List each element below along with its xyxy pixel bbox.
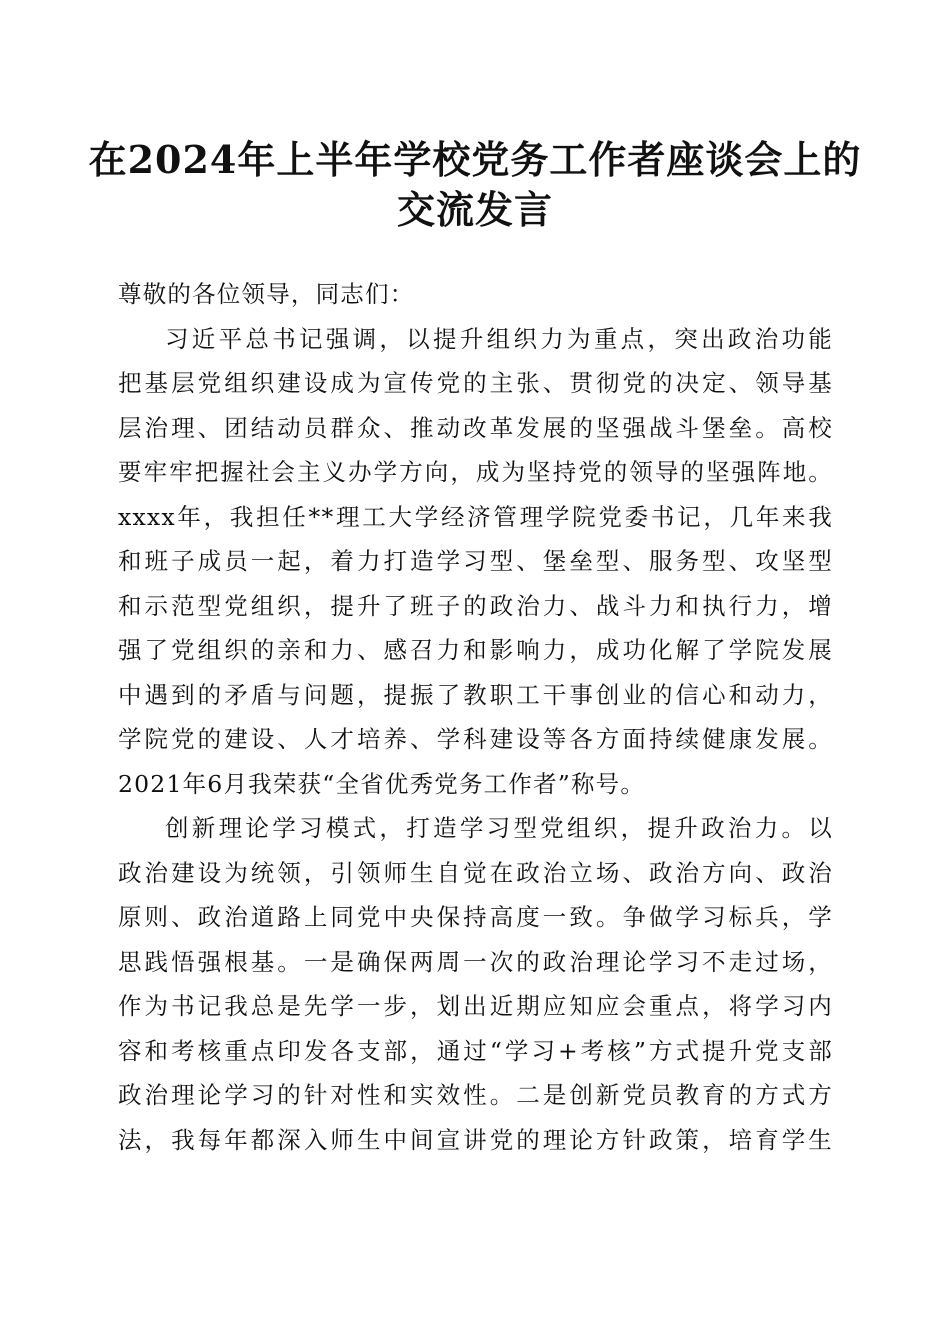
paragraph-2-line: 原则、政治道路上同党中央保持高度一致。争做学习标兵，学 [118,903,833,931]
paragraph-2-line: 创新理论学习模式，打造学习型党组织，提升政治力。以 [165,814,833,842]
paragraph-1-line: 层治理、团结动员群众、推动改革发展的坚强战斗堡垒。高校 [118,413,833,442]
document-body [118,272,833,1162]
paragraph-1-line: 和示范型党组织，提升了班子的政治力、战斗力和执行力，增 [118,591,833,620]
paragraph-1-line: 学院党的建设、人才培养、学科建设等各方面持续健康发展。 [118,725,833,753]
paragraph-1-line: 和班子成员一起，着力打造学习型、堡垒型、服务型、攻坚型 [118,547,833,575]
paragraph-1-line: 2021年6月我荣获“全省优秀党务工作者”称号。 [118,769,646,798]
paragraph-1-line: 要牢牢把握社会主义办学方向，成为坚持党的领导的坚强阵地。 [118,458,833,486]
paragraph-2-line: 作为书记我总是先学一步，划出近期应知应会重点，将学习内 [118,992,833,1020]
paragraph-1-line: xxxx年，我担任**理工大学经济管理学院党委书记，几年来我 [118,502,833,531]
paragraph-1-line: 把基层党组织建设成为宣传党的主张、贯彻党的决定、领导基 [118,369,833,397]
paragraph-2-line: 容和考核重点印发各支部，通过“学习+考核”方式提升党支部 [118,1036,833,1065]
paragraph-2-line: 政治理论学习的针对性和实效性。二是创新党员教育的方式方 [118,1081,833,1109]
paragraph-2-line: 思践悟强根基。一是确保两周一次的政治理论学习不走过场， [118,947,833,976]
paragraph-2-line: 法，我每年都深入师生中间宣讲党的理论方针政策，培育学生 [118,1125,833,1154]
salutation: 尊敬的各位领导，同志们： [118,280,415,308]
document-title-line-2: 交流发言 [396,187,553,232]
paragraph-2-line: 政治建设为统领，引领师生自觉在政治立场、政治方向、政治 [118,858,833,887]
paragraph-1-line: 强了党组织的亲和力、感召力和影响力，成功化解了学院发展 [118,636,833,664]
document-title-line-1: 在2024年上半年学校党务工作者座谈会上的 [88,137,862,182]
paragraph-1-line: 习近平总书记强调，以提升组织力为重点，突出政治功能 [165,324,833,353]
paragraph-1-line: 中遇到的矛盾与问题，提振了教职工干事创业的信心和动力， [118,680,833,709]
